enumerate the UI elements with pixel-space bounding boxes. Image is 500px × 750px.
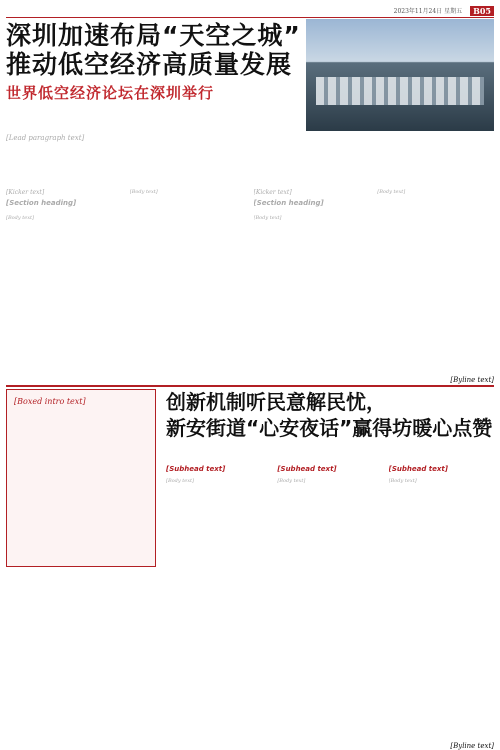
section-heading: [Section heading] [253,199,324,207]
story-community-night-talk [6,389,494,750]
section-divider [6,385,494,387]
masthead [6,4,494,18]
story-headline: 深圳加速布局“天空之城” 推动低空经济高质量发展 [6,21,301,79]
byline: [Byline text] [450,376,494,384]
issue-date: 2023年11月24日 星期五 [393,8,463,15]
column-4 [377,188,494,384]
story-low-altitude-economy [6,19,494,384]
section-subhead: [Subhead text] [388,465,448,473]
body-text: [Body text] [166,478,194,484]
column-1: [Kicker text] [Section heading] [Body text] [6,188,123,384]
story-subhead: 世界低空经济论坛在深圳举行 [6,84,215,102]
story-columns [166,459,494,750]
city-photo [306,19,494,131]
story-columns [6,188,494,384]
column-1 [166,459,271,750]
boxed-intro: [Boxed intro text] [6,389,156,567]
body-text: [Body text] [129,189,158,195]
story-headline: 创新机制听民意解民忧， 新安街道“心安夜话”赢得坊暖心点赞 [166,390,493,440]
page-number: B05 [470,6,494,16]
byline: [Byline text] [450,742,494,750]
section-subhead: [Subhead text] [277,465,337,473]
body-text: [Body text] [253,215,282,221]
section-subhead: [Subhead text] [166,465,226,473]
body-text: [Body text] [6,215,34,221]
column-2 [277,459,382,750]
column-2 [130,188,247,384]
story-lead: [Lead paragraph text] [6,134,85,142]
body-text: [Body text] [377,189,406,195]
column-3 [389,459,494,750]
section-heading: [Section heading] [6,199,77,207]
body-text: [Body text] [388,478,417,484]
body-text: [Body text] [277,478,306,484]
column-3: [Kicker text] [Section heading] [Body text] [254,188,371,384]
